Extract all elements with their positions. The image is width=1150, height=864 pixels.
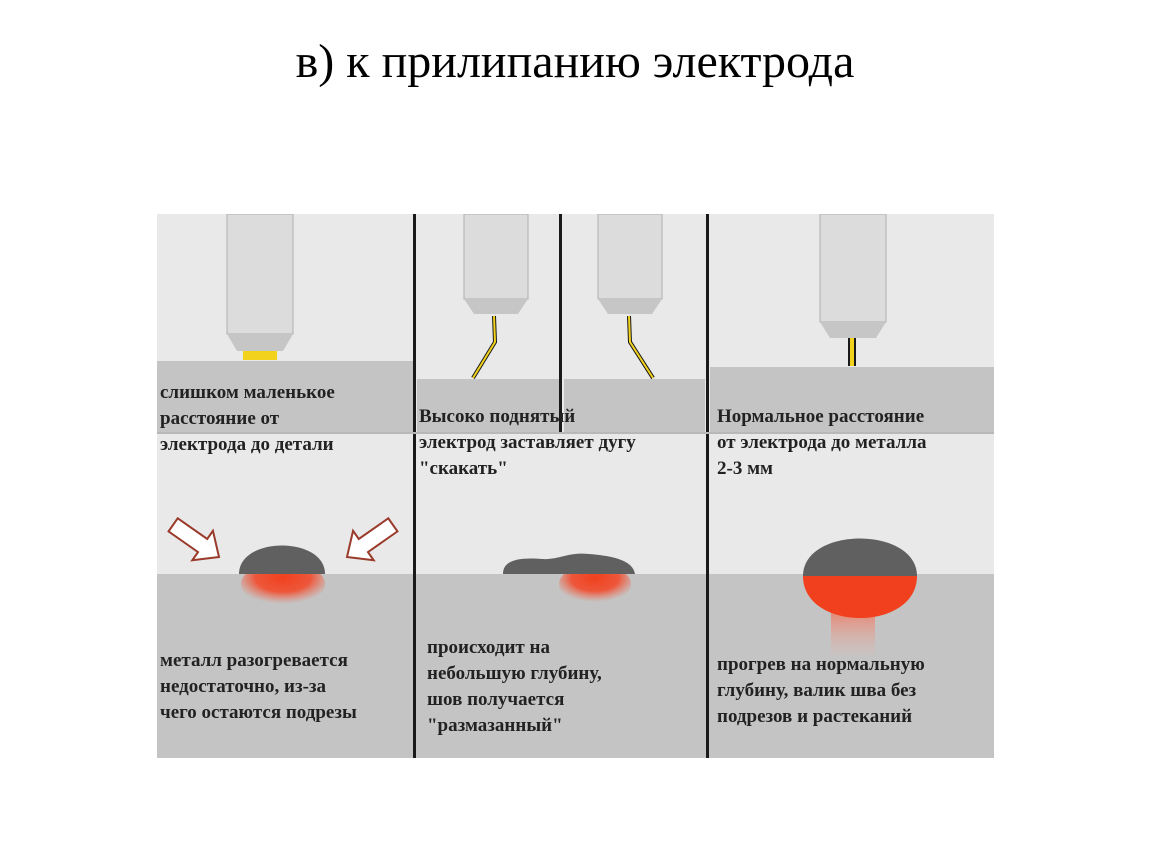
electrode bbox=[820, 214, 886, 322]
panel-divider bbox=[559, 214, 562, 434]
electrode bbox=[598, 214, 662, 299]
panel-1-bottom-caption: металл разогревается недостаточно, из-за чего остаются подрезы bbox=[160, 650, 357, 723]
slide-title: в) к прилипанию электрода bbox=[295, 35, 855, 88]
arc bbox=[243, 351, 277, 360]
panel-3-bottom-caption: прогрев на нормальную глубину, валик шва без подрезов и растеканий bbox=[717, 654, 925, 727]
electrode-tip bbox=[820, 322, 886, 338]
electrode bbox=[227, 214, 293, 334]
electrode-tip bbox=[464, 299, 528, 314]
panel-3-top-caption: Нормальное расстояние от электрода до металла 2-3 мм bbox=[717, 406, 927, 479]
electrode bbox=[464, 214, 528, 299]
electrode-tip bbox=[227, 334, 293, 351]
panel-2-top-caption: Высоко поднятый электрод заставляет дугу "скакать" bbox=[419, 406, 636, 479]
panel-2-bottom-caption: происходит на небольшую глубину, шов получается "размазанный" bbox=[427, 637, 602, 736]
panel-1-top-caption: слишком маленькое расстояние от электрода до детали bbox=[160, 382, 335, 455]
welding-diagram bbox=[157, 214, 994, 758]
panel-divider bbox=[706, 214, 709, 758]
electrode-tip bbox=[598, 299, 662, 314]
panel-divider bbox=[413, 214, 416, 758]
arc-core bbox=[850, 338, 854, 366]
